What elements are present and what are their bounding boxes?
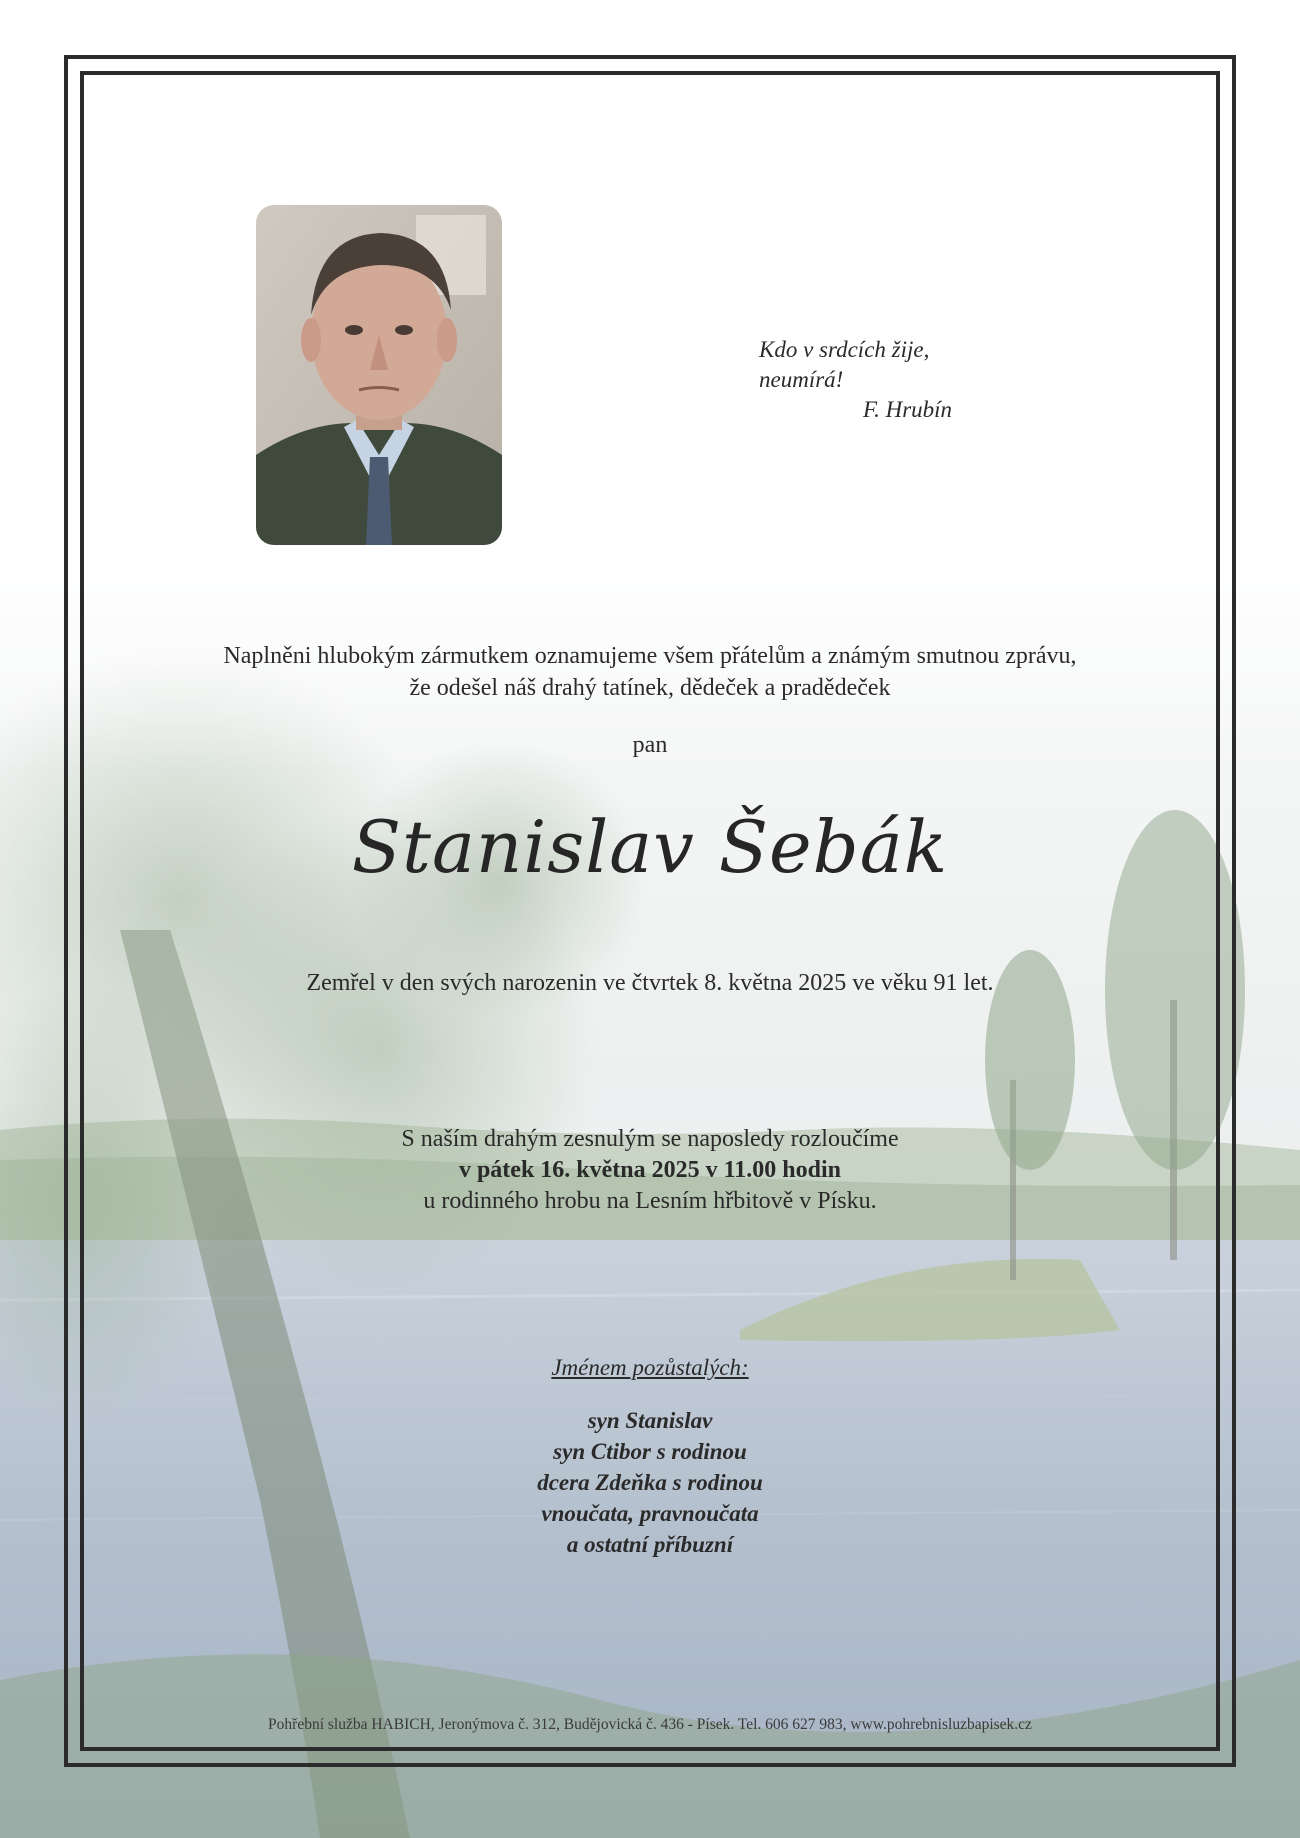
farewell-info [100,1124,1200,1217]
survivor-item: a ostatní příbuzní [566,1532,734,1557]
announcement-text [100,640,1200,704]
memorial-quote [759,335,1059,425]
funeral-service-footer: Pohřební služba HABICH, Jeronýmova č. 312, Budějovická č. 436 - Písek. Tel. 606 627 983, www.pohrebnisluzbapisek.cz [268,1716,1032,1733]
farewell-line-1: S naším drahým zesnulým se naposledy rozloučíme [401,1126,899,1152]
survivors-list [100,1405,1200,1560]
survivor-item: syn Stanislav [587,1408,713,1433]
survivors-title: Jménem pozůstalých: [551,1355,749,1380]
quote-line-2: neumírá! [759,367,844,392]
quote-line-1: Kdo v srdcích žije, [759,337,930,362]
portrait-photo [256,205,502,545]
survivor-item: dcera Zdeňka s rodinou [537,1470,763,1495]
farewell-location: u rodinného hrobu na Lesním hřbitově v Písku. [423,1188,877,1214]
announcement-line-1: Naplněni hlubokým zármutkem oznamujeme všem přátelům a známým smutnou zprávu, [223,643,1077,669]
death-notice: Zemřel v den svých narozenin ve čtvrtek 8. května 2025 ve věku 91 let. [306,970,994,996]
salutation: pan [632,732,668,758]
survivor-item: vnoučata, pravnoučata [541,1501,759,1526]
farewell-date-time: v pátek 16. května 2025 v 11.00 hodin [458,1157,842,1183]
survivor-item: syn Ctibor s rodinou [553,1439,747,1464]
deceased-name: Stanislav Šebák [351,805,949,889]
quote-author: F. Hrubín [863,397,953,422]
announcement-line-2: že odešel náš drahý tatínek, dědeček a pradědeček [409,675,891,701]
